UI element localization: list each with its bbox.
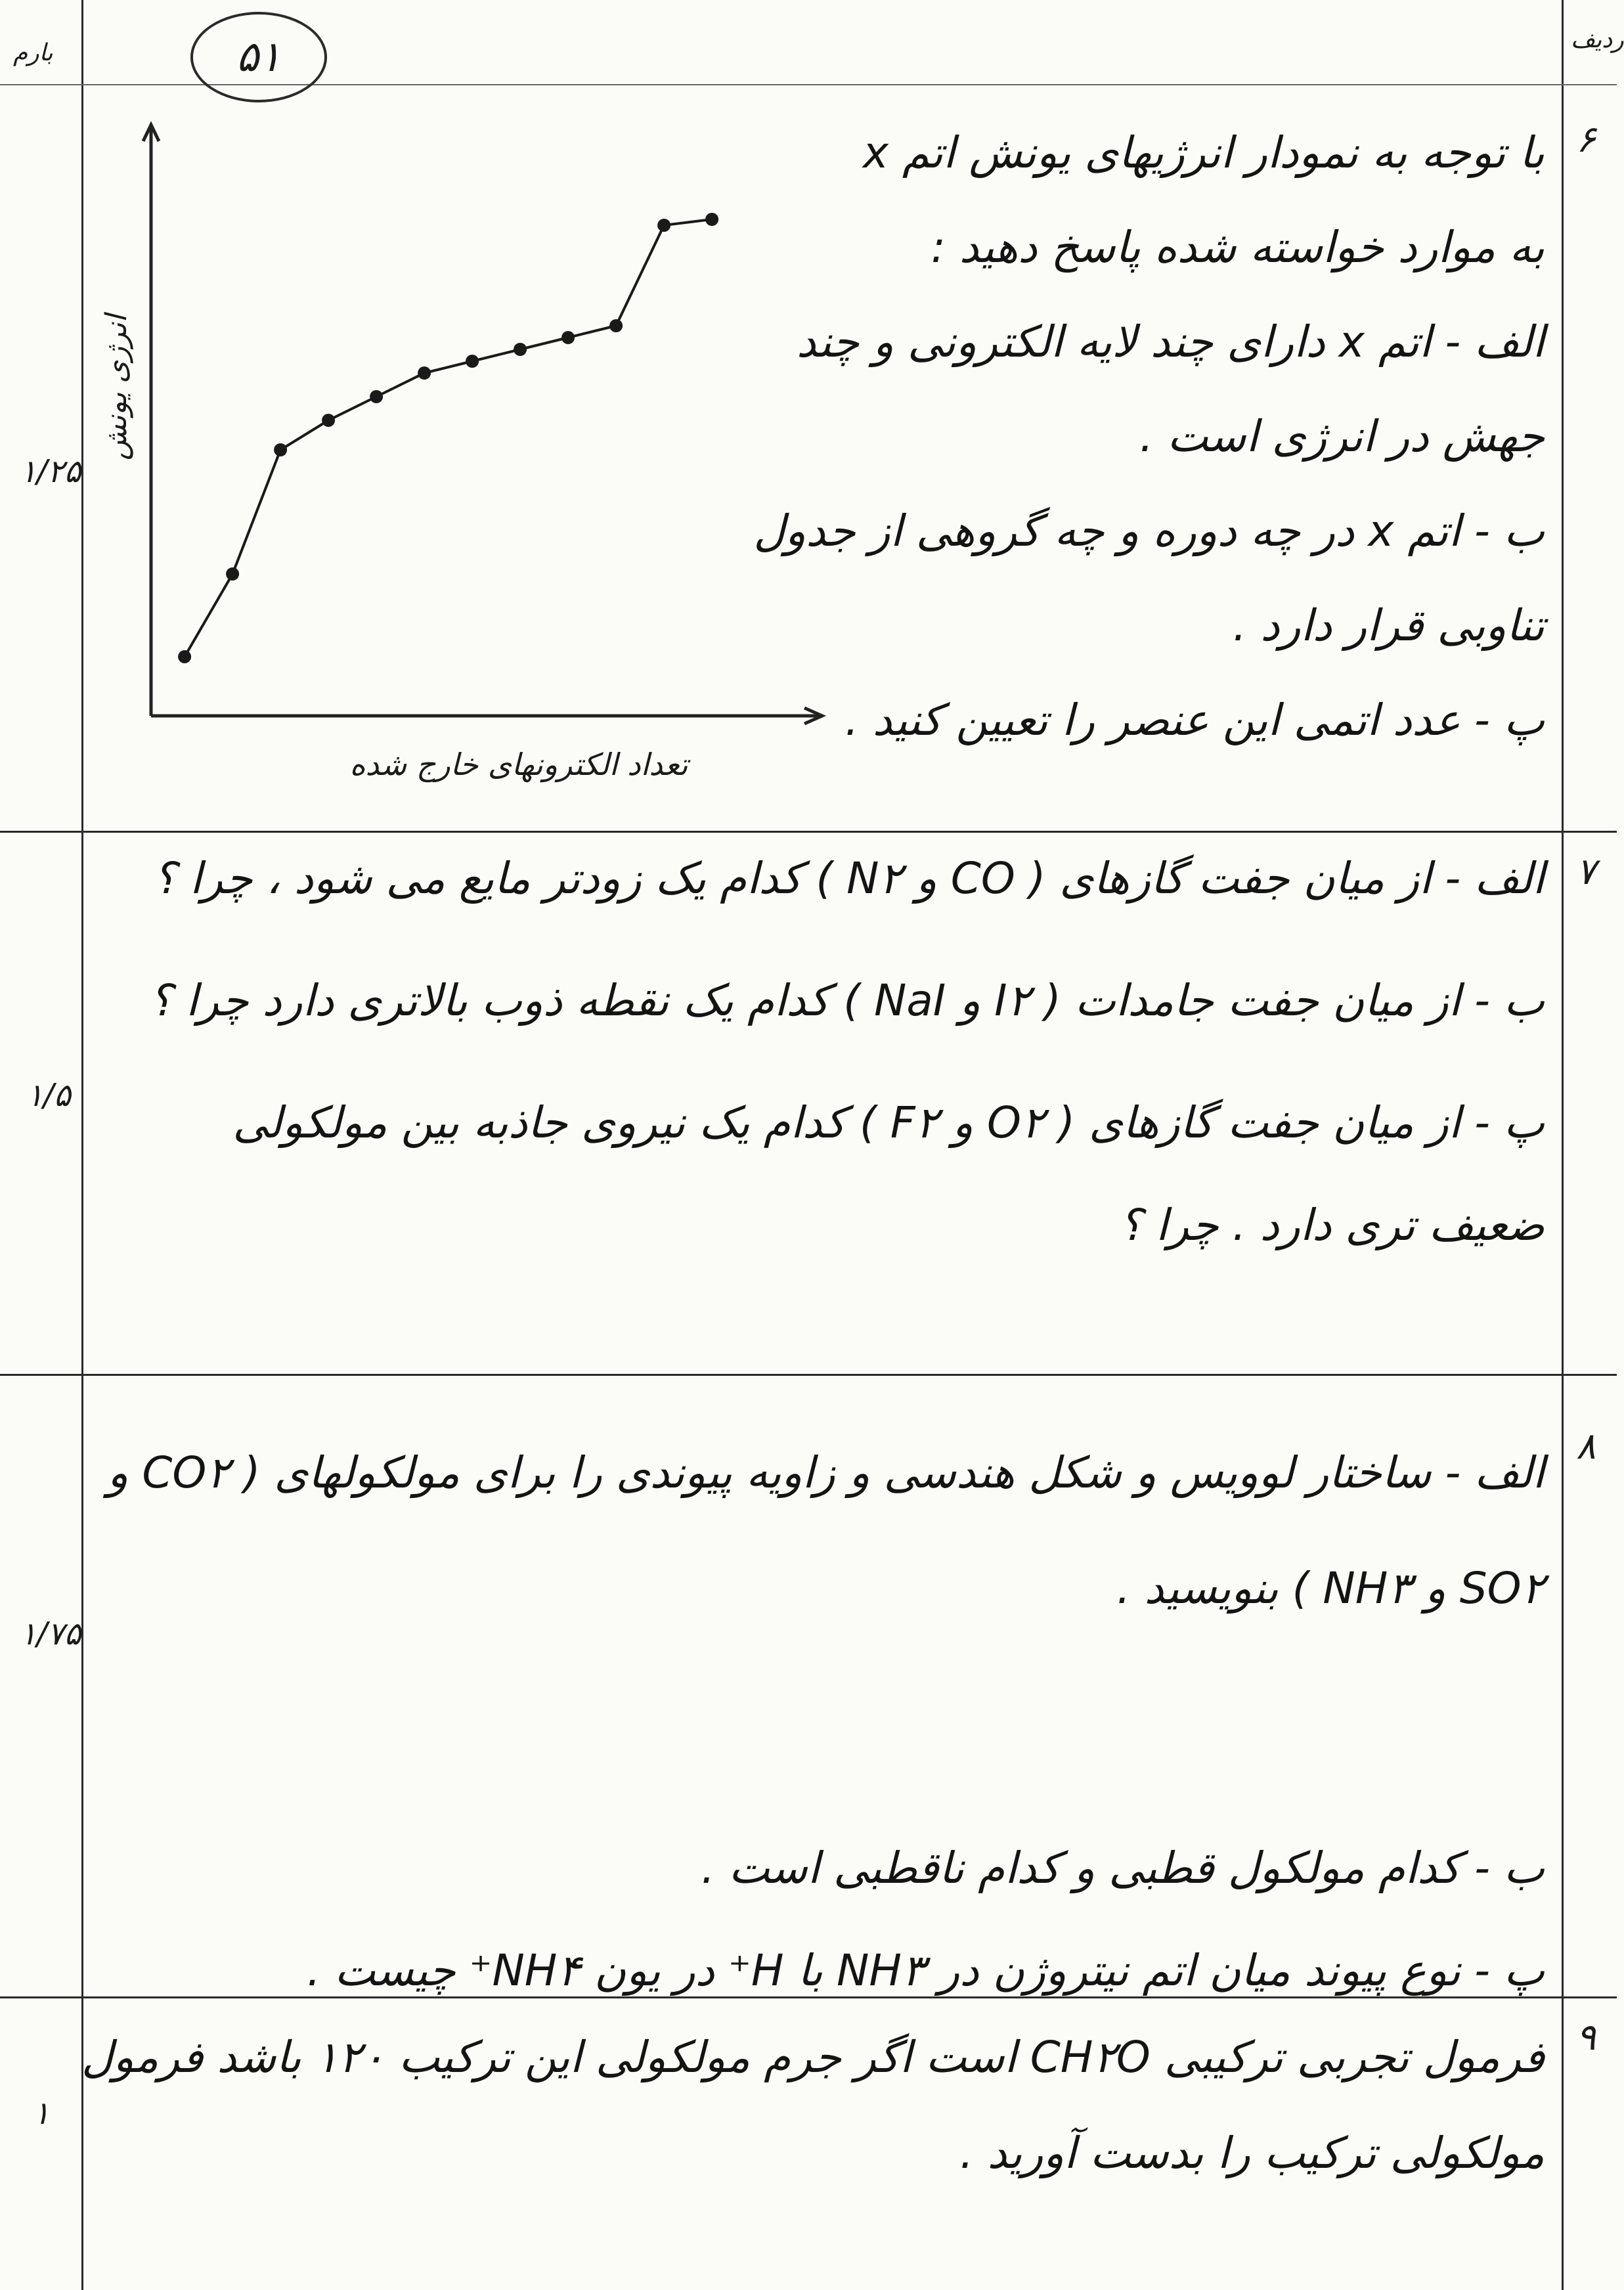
row-column-header: ردیف <box>1571 26 1624 53</box>
chart-axes <box>143 125 822 724</box>
row-column-border <box>1562 0 1564 2290</box>
question-number-7: ۷ <box>1576 850 1596 893</box>
question-divider-7-8 <box>0 1374 1617 1376</box>
chart-point-10 <box>609 319 623 332</box>
chart-point-12 <box>705 213 718 226</box>
question-number-9: ۹ <box>1576 2016 1596 2059</box>
q8-line-1: الف - ساختار لوویس و شکل هندسی و زاویه پیوندی را برای مولکولهای ( CO۲ و <box>107 1447 1545 1498</box>
question-divider-6-7 <box>0 831 1617 833</box>
question-score-8: ۱/۷۵ <box>20 1616 81 1652</box>
chart-point-4 <box>322 414 335 427</box>
chart-point-9 <box>561 331 575 344</box>
chart-point-1 <box>178 650 191 663</box>
q6-line-6: تناوبی قرار دارد . <box>1233 600 1545 651</box>
q8-line-4: پ - نوع پیوند میان اتم نیتروژن در NH۳ با H⁺ در یون NH۴⁺ چیست . <box>307 1945 1545 1996</box>
score-column-header: بارم <box>13 39 53 66</box>
q6-line-3: الف - اتم x دارای چند لایه الکترونی و چند <box>796 317 1545 367</box>
score-column-border <box>81 0 83 2290</box>
chart-point-6 <box>418 366 431 380</box>
ionization-energy-chart <box>85 112 841 821</box>
chart-x-axis-label: تعداد الکترونهای خارج شده <box>349 747 688 782</box>
q7-line-4: ضعیف تری دارد . چرا ؟ <box>1118 1200 1545 1250</box>
chart-point-8 <box>514 343 527 356</box>
q8-line-3: ب - کدام مولکول قطبی و کدام ناقطبی است . <box>701 1843 1545 1893</box>
chart-point-11 <box>657 219 670 232</box>
chart-point-2 <box>226 567 239 581</box>
chart-point-7 <box>466 355 479 368</box>
q7-line-1: الف - از میان جفت گازهای ( CO و N۲ ) کدام یک زودتر مایع می شود ، چرا ؟ <box>152 853 1545 904</box>
question-score-9: ۱ <box>33 2095 50 2132</box>
question-7-text <box>100 853 1545 1250</box>
question-number-8: ۸ <box>1576 1425 1596 1468</box>
q9-line-1: فرمول تجربی ترکیبی CH۲O است اگر جرم مولکولی این ترکیب ۱۲۰ باشد فرمول <box>81 2032 1545 2082</box>
question-score-6: ۱/۲۵ <box>20 453 81 490</box>
q6-line-4: جهش در انرژی است . <box>1139 411 1545 462</box>
q6-line-5: ب - اتم x در چه دوره و چه گروهی از جدول <box>753 506 1545 556</box>
page-number-seal: ۵۱ <box>190 12 327 102</box>
q9-line-2: مولکولی ترکیب را بدست آورید . <box>959 2128 1545 2178</box>
chart-y-axis-label: انرژی یونش <box>100 315 133 460</box>
question-9-text <box>81 2032 1545 2178</box>
question-6-text <box>753 127 1545 745</box>
chart-plot <box>178 213 718 663</box>
question-8-text <box>100 1447 1545 1996</box>
question-divider-8-9 <box>0 1996 1617 1998</box>
q8-line-2: SO۲ و NH۳ ) بنویسید . <box>1116 1563 1545 1614</box>
q6-line-2: به موارد خواسته شده پاسخ دهید : <box>931 222 1545 273</box>
q7-line-2: ب - از میان جفت جامدات ( I۲ و NaI ) کدام یک نقطه ذوب بالاتری دارد چرا ؟ <box>148 975 1545 1026</box>
q7-line-3: پ - از میان جفت گازهای ( O۲ و F۲ ) کدام یک نیروی جاذبه بین مولکولی <box>232 1097 1545 1148</box>
q6-line-7: پ - عدد اتمی این عنصر را تعیین کنید . <box>845 695 1545 745</box>
chart-series-line <box>185 219 712 657</box>
question-number-6: ۶ <box>1576 118 1596 161</box>
question-score-7: ۱/۵ <box>26 1077 71 1114</box>
q6-line-1: با توجه به نمودار انرژیهای یونش اتم x <box>862 127 1545 178</box>
chart-point-3 <box>274 443 287 456</box>
chart-point-5 <box>370 390 383 403</box>
